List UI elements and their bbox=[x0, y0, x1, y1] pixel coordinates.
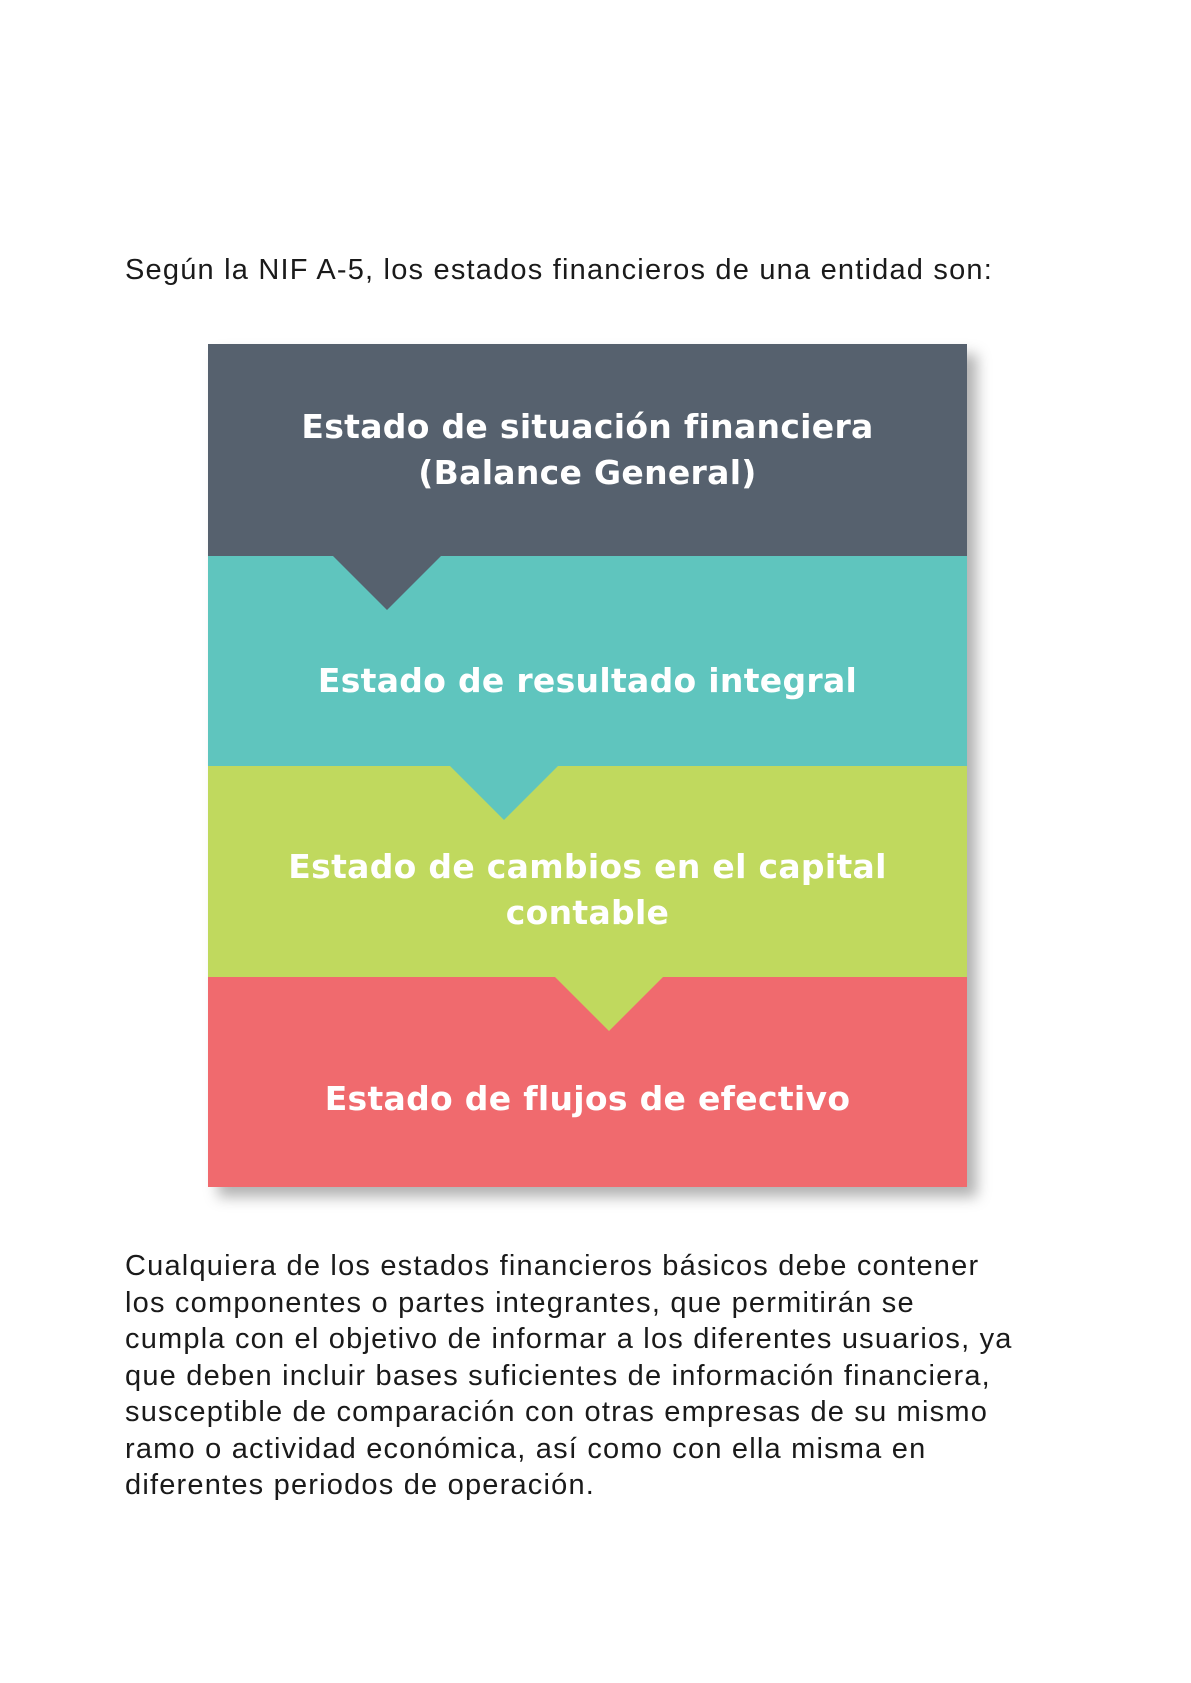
band-1-label bbox=[208, 344, 967, 556]
band-2-line-1: Estado de resultado integral bbox=[317, 661, 858, 700]
band-4-label bbox=[208, 1010, 967, 1187]
closing-line-3: cumpla con el objetivo de informar a los diferentes usuarios, ya bbox=[125, 1323, 1013, 1355]
band-1-line-1: Estado de situación financiera bbox=[301, 407, 874, 446]
closing-line-5: susceptible de comparación con otras empresas de su mismo bbox=[125, 1396, 989, 1428]
band-1-line-2: (Balance General) bbox=[418, 453, 757, 492]
closing-line-6: ramo o actividad económica, así como con ella misma en bbox=[125, 1432, 927, 1465]
band-3-line-1: Estado de cambios en el capital bbox=[288, 847, 887, 886]
financial-statements-diagram bbox=[208, 344, 967, 1187]
band-3-label bbox=[208, 798, 967, 982]
closing-line-1: Cualquiera de los estados financieros básicos debe contener bbox=[125, 1250, 980, 1282]
band-2-label bbox=[208, 590, 967, 772]
band-3-line-2: contable bbox=[505, 893, 670, 932]
closing-line-7: diferentes periodos de operación. bbox=[125, 1469, 596, 1501]
closing-line-4: que deben incluir bases suficientes de información financiera, bbox=[125, 1359, 991, 1392]
intro-text: Según la NIF A-5, los estados financieros de una entidad son: bbox=[125, 254, 993, 286]
closing-line-2: los componentes o partes integrantes, que permitirán se bbox=[125, 1286, 915, 1319]
band-4-line-1: Estado de flujos de efectivo bbox=[324, 1078, 851, 1118]
closing-paragraph bbox=[125, 1248, 1065, 1504]
